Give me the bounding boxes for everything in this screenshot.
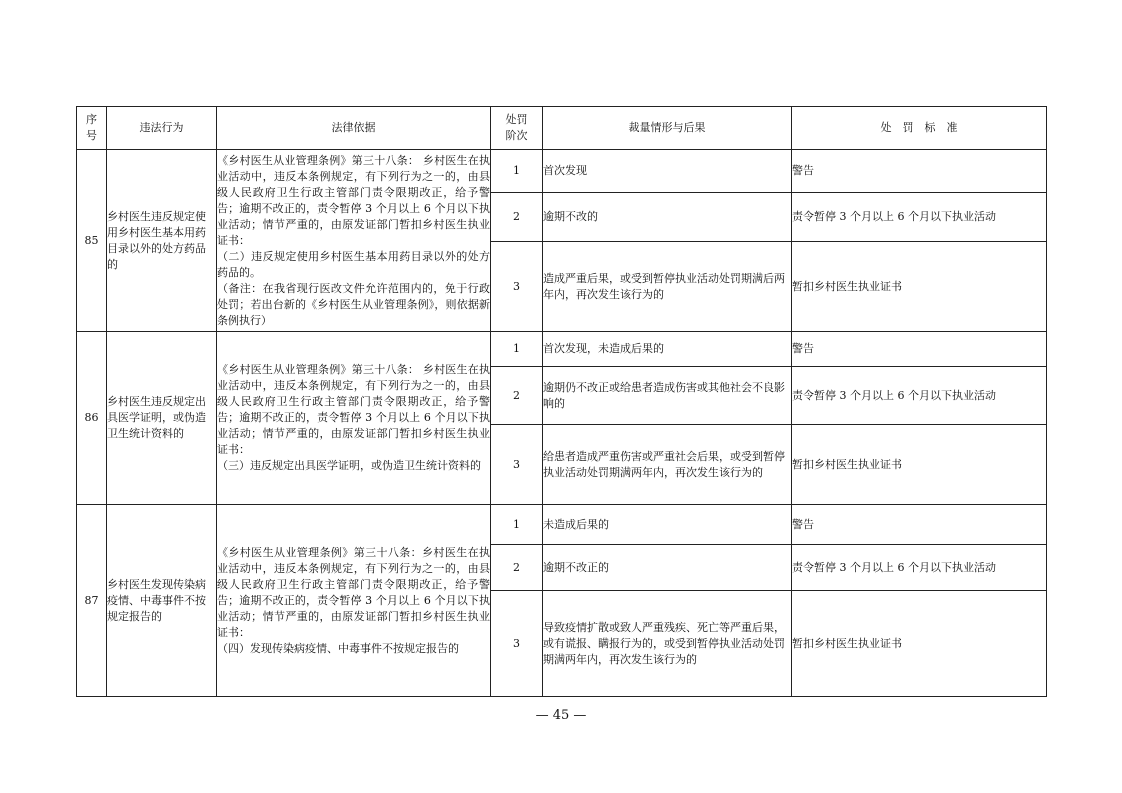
level-situation: 首次发现，未造成后果的: [543, 332, 792, 367]
header-situation: 裁量情形与后果: [543, 107, 792, 150]
row-seq: 86: [77, 332, 107, 505]
level-number: 3: [491, 591, 543, 697]
row-law: [217, 505, 491, 697]
level-number: 2: [491, 193, 543, 242]
table-header-row: [77, 107, 1047, 150]
level-situation: 逾期不改的: [543, 193, 792, 242]
row-law: [217, 332, 491, 505]
level-standard: 暂扣乡村医生执业证书: [792, 425, 1047, 505]
level-situation: 给患者造成严重伤害或严重社会后果，或受到暂停执业活动处罚期满两年内，再次发生该行为的: [543, 425, 792, 505]
level-situation: 逾期不改正的: [543, 545, 792, 591]
level-number: 2: [491, 545, 543, 591]
law-item: （四）发现传染病疫情、中毒事件不按规定报告的: [217, 641, 459, 655]
level-number: 1: [491, 505, 543, 545]
level-number: 1: [491, 332, 543, 367]
law-item: （三）违反规定出具医学证明，或伪造卫生统计资料的: [217, 459, 481, 472]
page-number: — 45 —: [535, 708, 587, 723]
penalty-table: [76, 106, 1047, 697]
level-number: 2: [491, 367, 543, 425]
table-row: [77, 332, 1047, 367]
level-standard: 警告: [792, 505, 1047, 545]
level-standard: 警告: [792, 332, 1047, 367]
law-item: （二）违反规定使用乡村医生基本用药目录以外的处方药品的。: [217, 249, 490, 279]
level-number: 3: [491, 425, 543, 505]
row-seq: 87: [77, 505, 107, 697]
table-row: [77, 150, 1047, 193]
law-note: （备注：在我省现行医改文件允许范围内的，免于行政处罚；若出台新的《乡村医生从业管理条例》，则依据新条例执行）: [217, 281, 490, 327]
level-standard: 暂扣乡村医生执业证书: [792, 591, 1047, 697]
row-act: 乡村医生违反规定出具医学证明，或伪造卫生统计资料的: [107, 332, 217, 505]
law-text: 《乡村医生从业管理条例》第三十八条： 乡村医生在执业活动中，违反本条例规定，有下列行为之一的，由县级人民政府卫生行政主管部门责令限期改正，给予警告；逾期不改正的，责令暂停 3 个月以上 6 个月以下执业活动；情节严重的，由原发证部门暂扣乡村医生执业证书：: [217, 363, 490, 456]
law-text: 《乡村医生从业管理条例》第三十八条： 乡村医生在执业活动中，违反本条例规定，有下列行为之一的，由县级人民政府卫生行政主管部门责令限期改正，给予警告；逾期不改正的，责令暂停 3 个月以上 6 个月以下执业活动；情节严重的，由原发证部门暂扣乡村医生执业证书：: [217, 153, 490, 247]
level-standard: 责令暂停 3 个月以上 6 个月以下执业活动: [792, 545, 1047, 591]
level-situation: 首次发现: [543, 150, 792, 193]
level-standard: 责令暂停 3 个月以上 6 个月以下执业活动: [792, 367, 1047, 425]
level-standard: 警告: [792, 150, 1047, 193]
header-level: 处罚 阶次: [491, 107, 543, 150]
header-standard: 处 罚 标 准: [792, 107, 1047, 150]
level-standard: 责令暂停 3 个月以上 6 个月以下执业活动: [792, 193, 1047, 242]
row-seq: 85: [77, 150, 107, 332]
level-situation: 造成严重后果，或受到暂停执业活动处罚期满后两年内，再次发生该行为的: [543, 242, 792, 332]
table-row: [77, 505, 1047, 545]
level-situation: 导致疫情扩散或致人严重残疾、死亡等严重后果，或有谎报、瞒报行为的，或受到暂停执业活动处罚期满两年内，再次发生该行为的: [543, 591, 792, 697]
level-standard: 暂扣乡村医生执业证书: [792, 242, 1047, 332]
row-act: 乡村医生发现传染病疫情、中毒事件不按规定报告的: [107, 505, 217, 697]
level-number: 1: [491, 150, 543, 193]
header-seq: 序 号: [77, 107, 107, 150]
row-law: [217, 150, 491, 332]
level-situation: 逾期仍不改正或给患者造成伤害或其他社会不良影响的: [543, 367, 792, 425]
header-act: 违法行为: [107, 107, 217, 150]
row-act: 乡村医生违反规定使用乡村医生基本用药目录以外的处方药品的: [107, 150, 217, 332]
law-text: 《乡村医生从业管理条例》第三十八条：乡村医生在执业活动中，违反本条例规定，有下列行为之一的，由县级人民政府卫生行政主管部门责令限期改正，给予警告；逾期不改正的，责令暂停 3 个月以上 6 个月以下执业活动；情节严重的，由原发证部门暂扣乡村医生执业证书：: [217, 545, 490, 639]
level-situation: 未造成后果的: [543, 505, 792, 545]
header-law: 法律依据: [217, 107, 491, 150]
level-number: 3: [491, 242, 543, 332]
